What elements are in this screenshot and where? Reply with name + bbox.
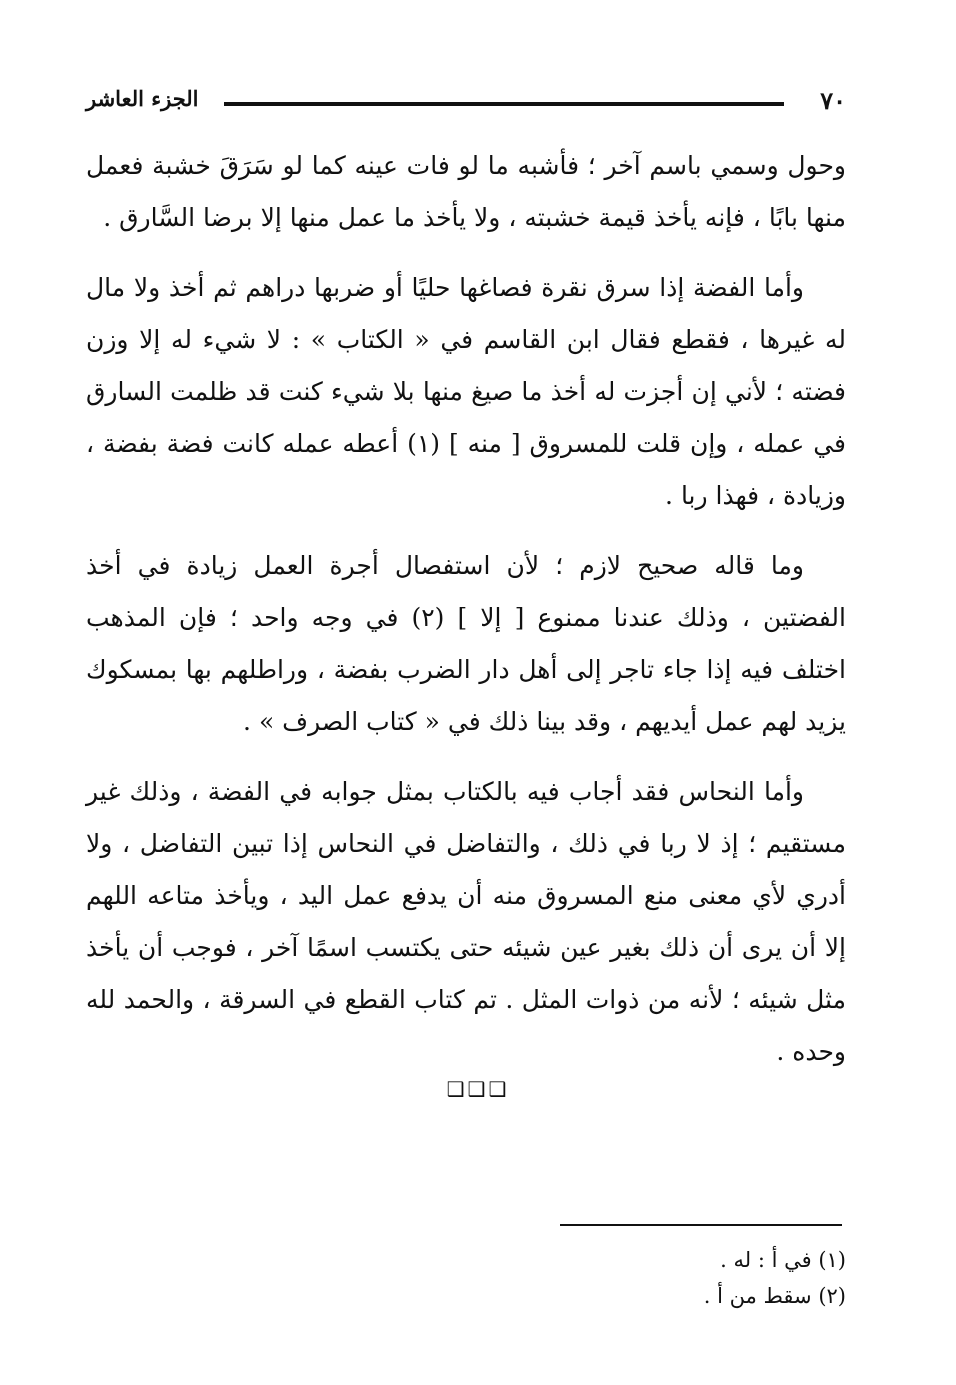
footnote-1: (١) في أ : له .	[720, 1248, 846, 1272]
paragraph-3-text: وما قاله صحيح لازم ؛ لأن استفصال أجرة العمل زيادة في أخذ الفضتين ، وذلك عندنا ممنوع [ إلا ] (٢) في وجه واحد ؛ فإن المذهب اختلف فيه إذا جاء تاجر إلى أهل دار الضرب بفضة ، وراطلهم بها بمسكوك يزيد لهم عمل أيديهم ، وقد بينا ذلك في « كتاب الصرف » .	[86, 551, 846, 736]
running-title: الجزء العاشر	[86, 86, 199, 111]
paragraph-2	[86, 262, 846, 522]
footnote-2: (٢) سقط من أ .	[703, 1284, 846, 1308]
paragraph-4	[86, 766, 846, 1078]
page-header	[86, 84, 846, 118]
paragraph-3	[86, 540, 846, 748]
paragraph-1-text: وحول وسمي باسم آخر ؛ فأشبه ما لو فات عينه كما لو سَرَقَ خشبة فعمل منها بابًا ، فإنه يأخذ قيمة خشبته ، ولا يأخذ ما عمل منها إلا برضا السَّارق .	[86, 151, 846, 232]
body-text	[86, 140, 846, 1096]
header-rule	[224, 102, 784, 106]
page-number: ٧٠	[820, 86, 846, 115]
paragraph-4-text: وأما النحاس فقد أجاب فيه بالكتاب بمثل جوابه في الفضة ، وذلك غير مستقيم ؛ إذ لا ربا في ذلك ، والتفاضل في النحاس إذا تبين التفاضل ، ولا أدري لأي معنى منع المسروق منه أن يدفع عمل اليد ، ويأخذ متاعه اللهم إلا أن يرى أن ذلك بغير عين شيئه حتى يكتسب اسمًا آخر ، فوجب أن يأخذ مثل شيئه ؛ لأنه من ذوات المثل . تم كتاب القطع في السرقة ، والحمد لله وحده .	[86, 777, 846, 1066]
section-end-ornament: ❑❑❑	[446, 1077, 510, 1101]
paragraph-1	[86, 140, 846, 244]
paragraph-2-text: وأما الفضة إذا سرق نقرة فصاغها حليًا أو ضربها دراهم ثم أخذ ولا مال له غيرها ، فقطع فقال ابن القاسم في « الكتاب » : لا شيء له إلا وزن فضته ؛ لأني إن أجزت له أخذ ما صيغ منها بلا شيء كنت قد ظلمت السارق في عمله ، وإن قلت للمسروق [ منه ] (١) أعطه عمله كانت فضة بفضة ، وزيادة ، فهذا ربا .	[86, 273, 847, 510]
footnote-rule	[560, 1224, 842, 1226]
footnotes	[86, 1242, 846, 1314]
